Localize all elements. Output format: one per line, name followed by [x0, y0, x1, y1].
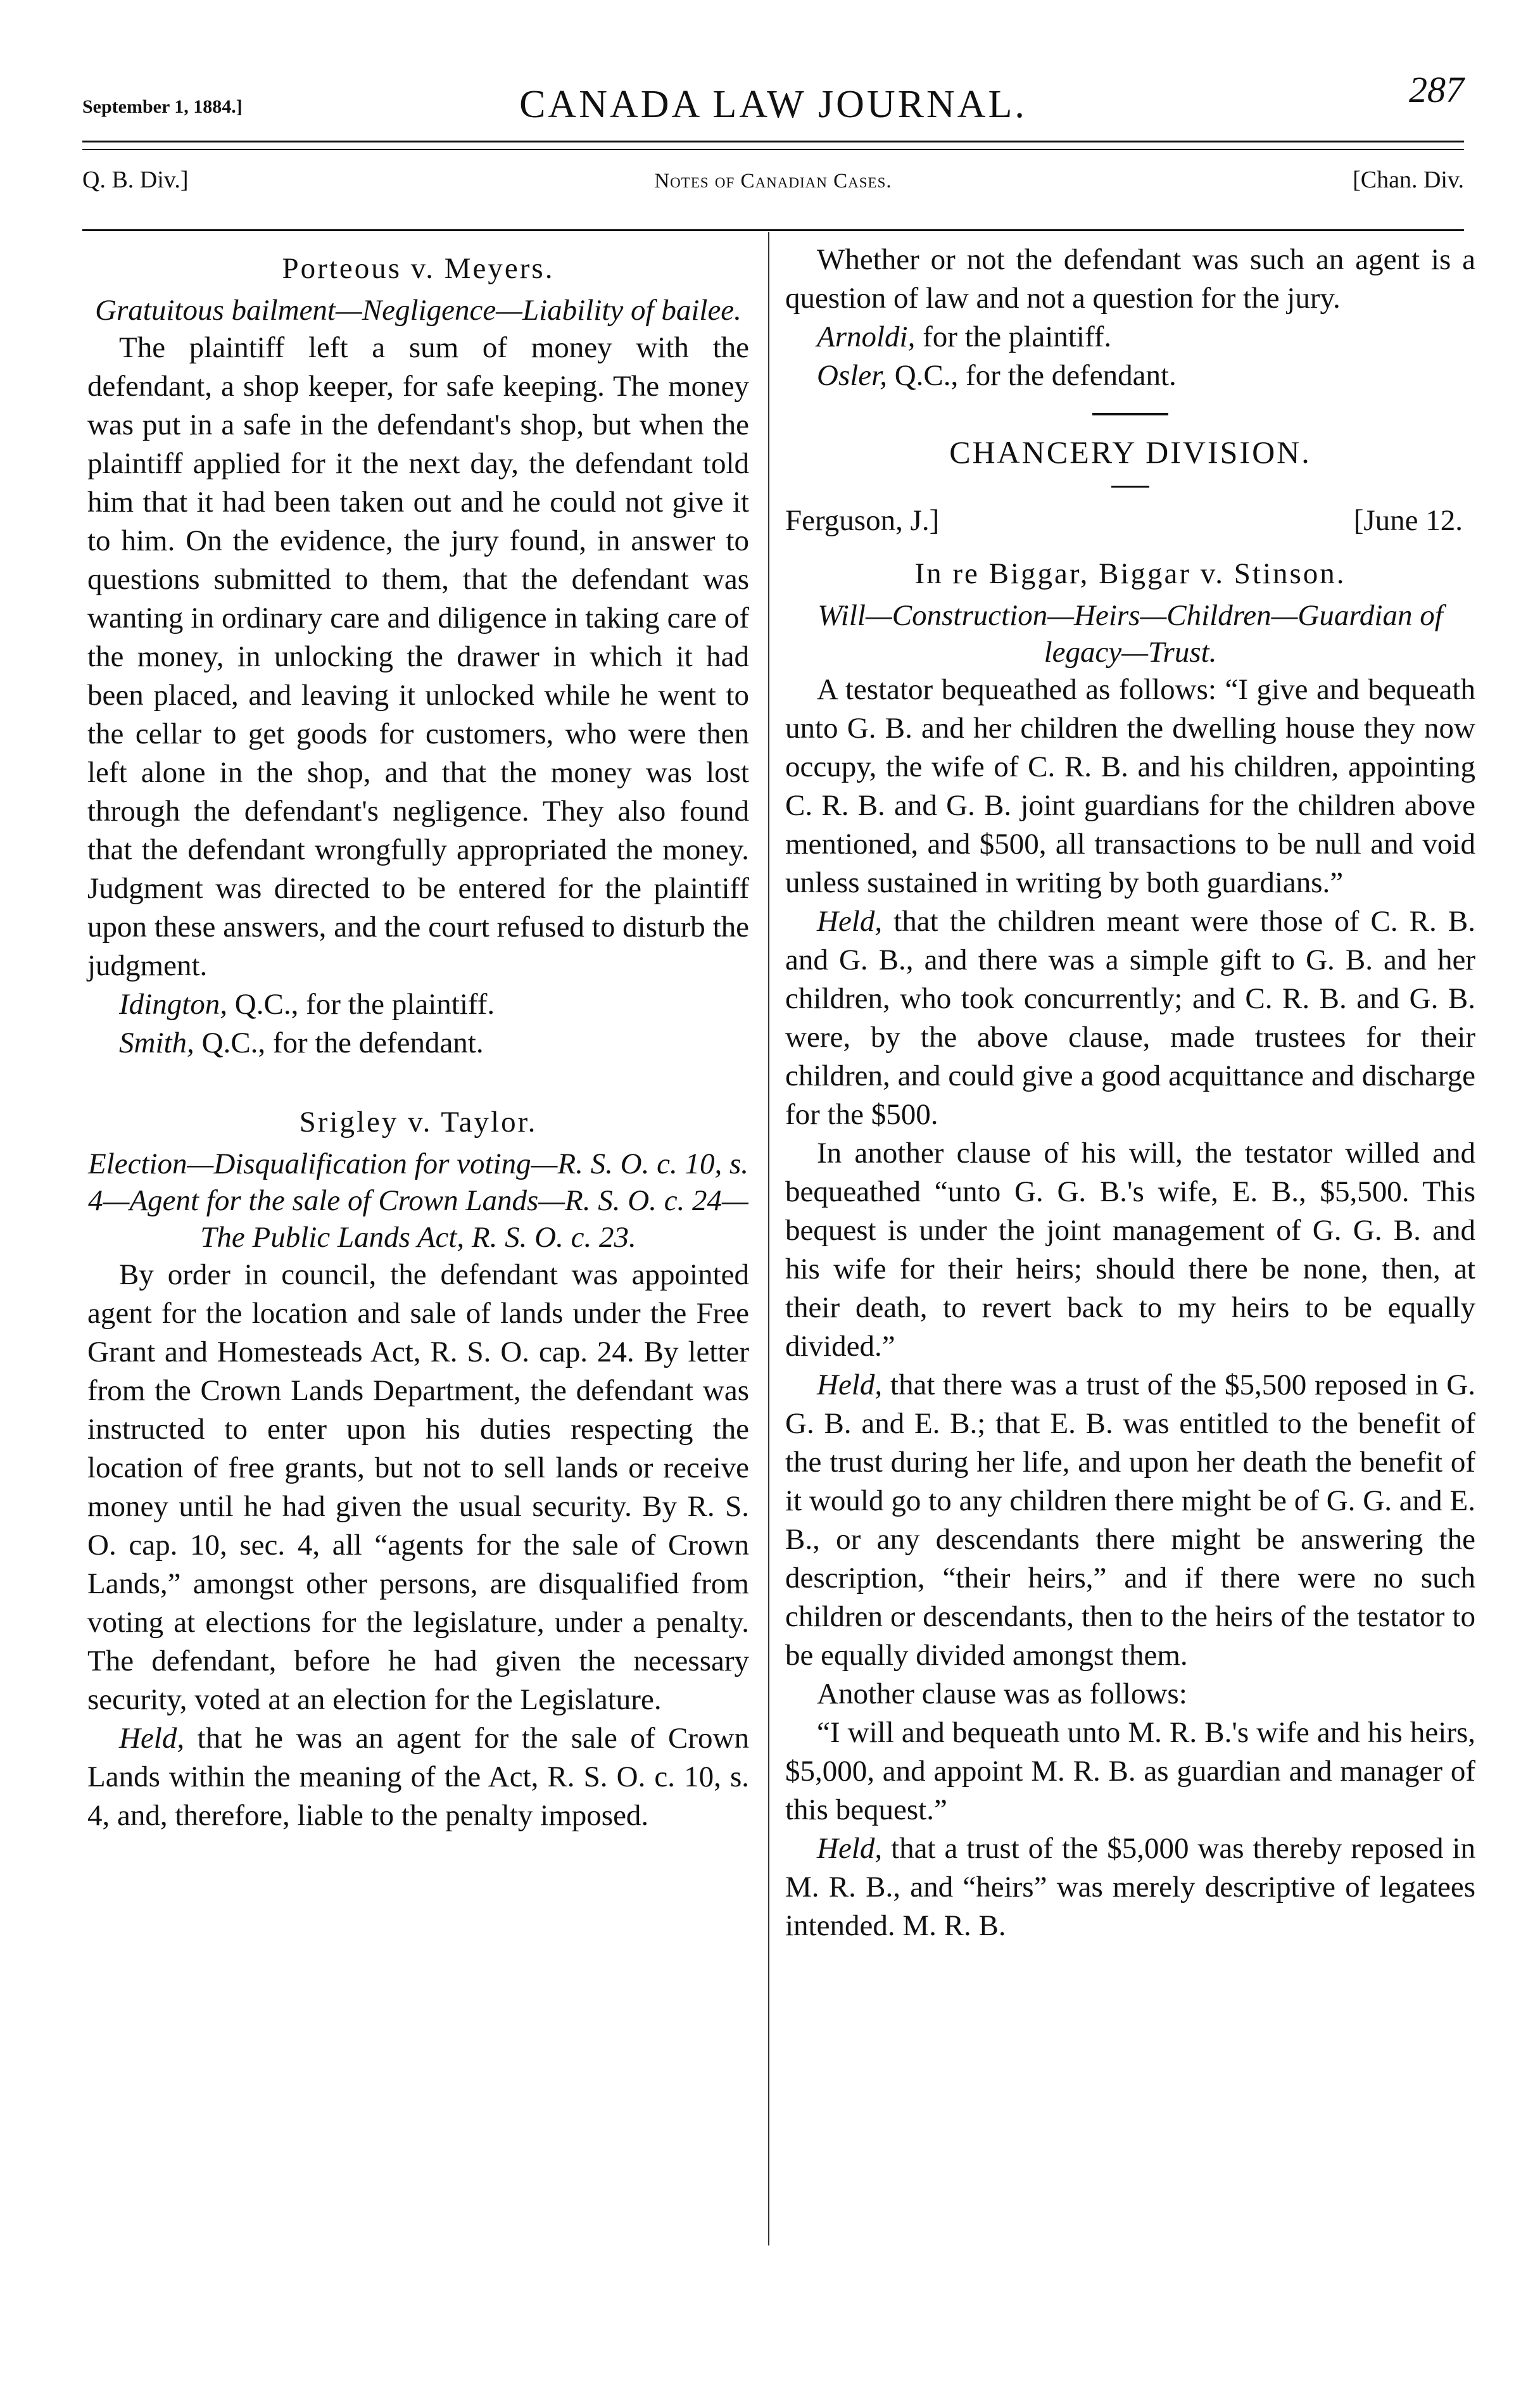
counsel-defendant	[785, 357, 1475, 395]
counsel-defendant	[87, 1024, 749, 1063]
headnote-porteous: Gratuitous bailment—Negligence—Liability of bailee.	[95, 294, 742, 327]
judge-line	[785, 502, 1475, 546]
case-title-porteous: Porteous v. Meyers.	[282, 252, 555, 285]
counsel-name: Smith,	[119, 1026, 194, 1059]
counsel-role: for the plaintiff.	[915, 320, 1112, 353]
held-label: Held,	[817, 1368, 883, 1401]
counsel-role: Q.C., for the defendant.	[887, 359, 1177, 392]
held-text: that the children meant were those of C. R. B. and G. B., and there was a simple gift to G. B. and her children, who took concurrently; and C. R. B. and G. B. were, by the above clause, made trustees for their children, and could give a good acquittance and discharge for the $500.	[785, 905, 1475, 1131]
journal-title: CANADA LAW JOURNAL.	[519, 83, 1027, 126]
counsel-plaintiff	[785, 318, 1475, 357]
counsel-role: Q.C., for the defendant.	[194, 1026, 484, 1059]
column-divider	[768, 232, 769, 2245]
held-srigley	[87, 1719, 749, 1835]
held-text: that a trust of the $5,000 was thereby reposed in M. R. B., and “heirs” was merely descriptive of legatees intended. M. R. B.	[785, 1832, 1475, 1942]
held-biggar-2	[785, 1366, 1475, 1675]
bequest-paragraph-3: “I will and bequeath unto M. R. B.'s wife and his heirs, $5,000, and appoint M. R. B. as guardian and manager of this bequest.”	[785, 1716, 1475, 1826]
issue-date: September 1, 1884.]	[82, 96, 243, 117]
section-subheader	[82, 166, 1464, 204]
division-title: CHANCERY DIVISION.	[949, 434, 1311, 470]
counsel-role: Q.C., for the plaintiff.	[227, 988, 495, 1021]
held-label: Held,	[817, 1832, 883, 1865]
section-title: Notes of Canadian Cases.	[654, 170, 892, 193]
counsel-name: Idington,	[119, 988, 228, 1021]
held-label: Held,	[119, 1722, 185, 1755]
held-biggar-1	[785, 902, 1475, 1134]
decision-date: [June 12.	[1353, 504, 1463, 537]
page-number: 287	[1409, 69, 1464, 110]
right-column-court: [Chan. Div.	[1353, 167, 1464, 193]
header-double-rule	[82, 141, 1464, 150]
left-column	[87, 241, 749, 1835]
case-title-biggar: In re Biggar, Biggar v. Stinson.	[914, 557, 1346, 590]
left-column-court: Q. B. Div.]	[82, 167, 189, 193]
case-body-porteous: The plaintiff left a sum of money with the defendant, a shop keeper, for safe keeping. The money was put in a safe in the defendant's shop, but when the plaintiff applied for it the next day, the defendant told him that it had been taken out and he could not give it to him. On the evidence, the jury found, in answer to questions submitted to them, that the defendant was wanting in ordinary care and diligence in taking care of the money, in unlocking the drawer in which it had been placed, and leaving it unlocked while he went to the cellar to get goods for customers, who were then left alone in the shop, and that the money was lost through the defendant's negligence. They also found that the defendant wrongfully appropriated the money. Judgment was directed to be entered for the plaintiff upon these answers, and the court refused to disturb the judgment.	[87, 331, 749, 982]
counsel-plaintiff	[87, 985, 749, 1024]
bequest-paragraph-2: In another clause of his will, the testator willed and bequeathed “unto G. G. B.'s wife, E. B., $5,500. This bequest is under the joint management of G. G. B. and his wife for their heirs; should there be none, then, at their death, to revert back to my heirs to be equally divided.”	[785, 1137, 1475, 1363]
page-header	[82, 63, 1464, 139]
held-label: Held,	[817, 905, 883, 938]
division-rule	[1111, 486, 1149, 488]
right-column	[785, 241, 1475, 1945]
counsel-name: Arnoldi,	[817, 320, 916, 353]
counsel-name: Osler,	[817, 359, 887, 392]
case-title-srigley: Srigley v. Taylor.	[299, 1106, 538, 1139]
headnote-srigley: Election—Disqualification for voting—R. S. O. c. 10, s. 4—Agent for the sale of Crown Lands—R. S. O. c. 24—The Public Lands Act, R. S. O. c. 23.	[87, 1147, 749, 1254]
headnote-biggar: Will—Construction—Heirs—Children—Guardian of legacy—Trust.	[817, 599, 1443, 669]
judge-name: Ferguson, J.]	[785, 504, 940, 537]
bequest-paragraph-1: A testator bequeathed as follows: “I give and bequeath unto G. B. and her children the dwelling house they now occupy, the wife of C. R. B. and his children, appointing C. R. B. and G. B. joint guardians for the children above mentioned, and $500, all transactions to be null and void unless sustained in writing by both guardians.”	[785, 673, 1475, 899]
continued-text: Whether or not the defendant was such an agent is a question of law and not a question for the jury.	[785, 243, 1475, 315]
section-rule	[1092, 413, 1168, 415]
held-text: that there was a trust of the $5,500 reposed in G. G. B. and E. B.; that E. B. was entitled to the benefit of the trust during her life, and upon her death the benefit of it would go to any children there might be of G. G. and E. B., or any descendants there might be answering the description, “their heirs,” and if there were no such children or descendants, then to the heirs of the testator to be equally divided amongst them.	[785, 1368, 1475, 1672]
held-text: that he was an agent for the sale of Crown Lands within the meaning of the Act, R. S. O. c. 10, s. 4, and, therefore, liable to the penalty imposed.	[87, 1722, 749, 1832]
subheader-rule	[82, 229, 1464, 231]
case-body-srigley: By order in council, the defendant was appointed agent for the location and sale of lands under the Free Grant and Homesteads Act, R. S. O. cap. 24. By letter from the Crown Lands Department, the defendant was instructed to enter upon his duties respecting the location of free grants, but not to sell lands or receive money until he had given the usual security. By R. S. O. cap. 10, sec. 4, all “agents for the sale of Crown Lands,” amongst other persons, are disqualified from voting at elections for the legislature, under a penalty. The defendant, before he had given the necessary security, voted at an election for the Legislature.	[87, 1258, 749, 1716]
held-biggar-3	[785, 1829, 1475, 1945]
bequest-intro-3: Another clause was as follows:	[817, 1677, 1187, 1710]
